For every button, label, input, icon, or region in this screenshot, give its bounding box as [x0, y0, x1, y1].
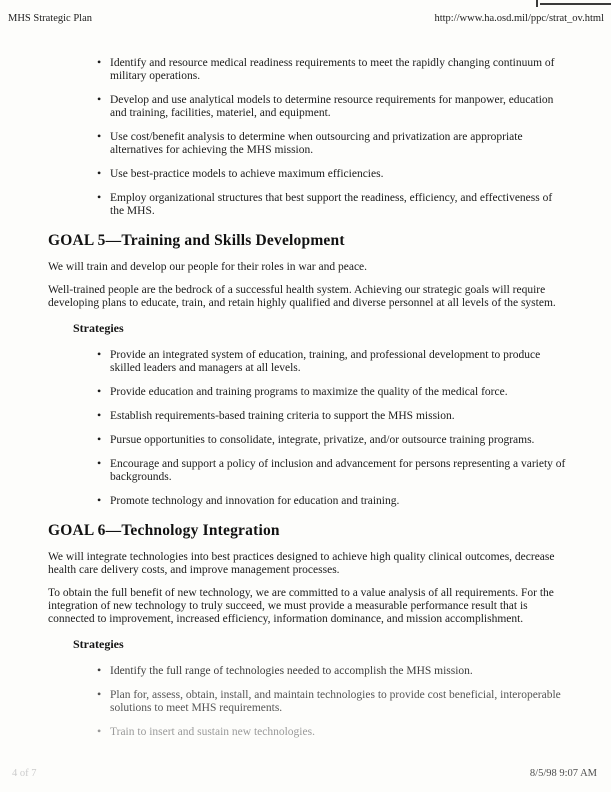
goal5-strategies-label: Strategies [73, 321, 124, 335]
bullet-item: • Develop and use analytical models to determine resource requirements for manpower, education and training, facilities, materiel, and equipment. [110, 94, 566, 120]
print-footer [12, 768, 597, 779]
goal5-paragraph: Well-trained people are the bedrock of a successful health system. Achieving our strategic goals will require developing plans to educate, train, and retain highly qualified and diverse personnel at all levels of the system. [48, 284, 556, 309]
bullet-item: • Provide education and training programs to maximize the quality of the medical force. [110, 386, 566, 399]
goal6-strategies-label: Strategies [73, 637, 124, 651]
scan-artifact-line [540, 3, 611, 5]
intro-bullet-list [48, 57, 568, 218]
goal6-heading: GOAL 6—Technology Integration [48, 522, 280, 539]
bullet-item: • Promote technology and innovation for education and training. [110, 495, 566, 508]
bullet-item: • Train to insert and sustain new technologies. [110, 726, 566, 739]
goal6-strategy-list [48, 665, 568, 739]
bullet-item: • Use best-practice models to achieve maximum efficiencies. [110, 168, 566, 181]
print-timestamp: 8/5/98 9:07 AM [529, 768, 597, 779]
page-indicator: 4 of 7 [12, 768, 37, 779]
bullet-item: • Identify the full range of technologies needed to accomplish the MHS mission. [110, 665, 566, 678]
bullet-item: • Identify and resource medical readiness requirements to meet the rapidly changing continuum of military operations. [110, 57, 566, 83]
document-url: http://www.ha.osd.mil/ppc/strat_ov.html [434, 13, 604, 24]
bullet-item: • Use cost/benefit analysis to determine when outsourcing and privatization are appropriate alternatives for achieving the MHS mission. [110, 131, 566, 157]
goal6-paragraph: To obtain the full benefit of new technology, we are committed to a value analysis of all requirements. For the integration of new technology to truly succeed, we must provide a measurable performance result that is connected to improvement, increased efficiency, information dominance, and mission accomplishment. [48, 587, 554, 625]
bullet-item: • Employ organizational structures that best support the readiness, efficiency, and effectiveness of the MHS. [110, 192, 566, 218]
bullet-item: • Plan for, assess, obtain, install, and maintain technologies to provide cost beneficial, interoperable solutions to meet MHS requirements. [110, 689, 566, 715]
document-title: MHS Strategic Plan [8, 13, 92, 24]
bullet-item: • Provide an integrated system of education, training, and professional development to produce skilled leaders and managers at all levels. [110, 349, 566, 375]
document-body [48, 57, 568, 750]
goal6-paragraph: We will integrate technologies into best practices designed to achieve high quality clinical outcomes, decrease health care delivery costs, and improve management processes. [48, 551, 555, 576]
print-header [8, 13, 604, 24]
goal5-heading: GOAL 5—Training and Skills Development [48, 232, 345, 249]
bullet-item: • Encourage and support a policy of inclusion and advancement for persons representing a variety of backgrounds. [110, 458, 566, 484]
goal5-paragraph: We will train and develop our people for their roles in war and peace. [48, 261, 368, 273]
goal5-strategy-list [48, 349, 568, 508]
scan-artifact-tick [536, 0, 538, 7]
bullet-item: • Establish requirements-based training criteria to support the MHS mission. [110, 410, 566, 423]
bullet-item: • Pursue opportunities to consolidate, integrate, privatize, and/or outsource training programs. [110, 434, 566, 447]
